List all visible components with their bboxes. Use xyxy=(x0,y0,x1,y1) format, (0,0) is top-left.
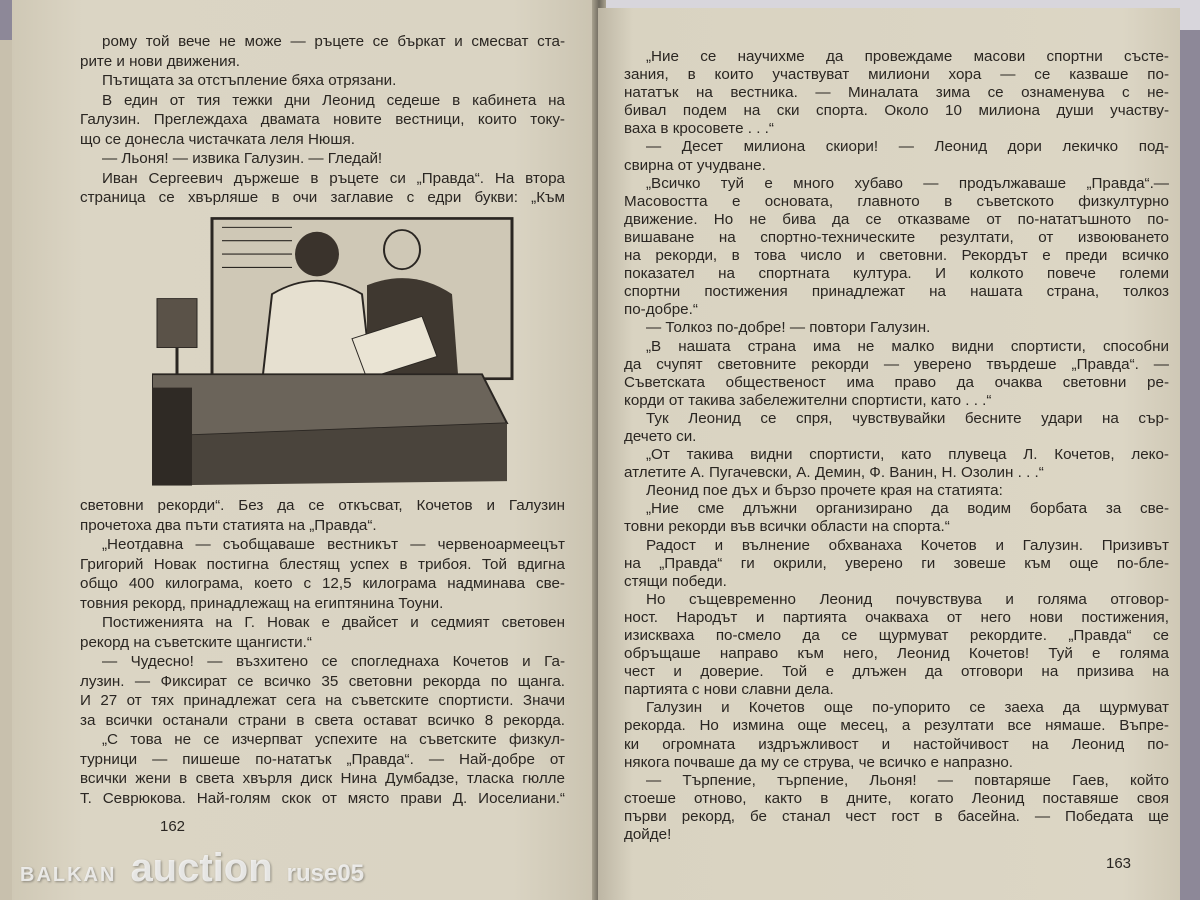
text-line: атлетите А. Пугачевски, А. Демин, Ф. Ванин, Н. Озолин . . .“ xyxy=(624,464,1044,482)
text-line: на „Правда“ ги окрили, уверено ги зовеше към още по-бле- xyxy=(624,554,1169,572)
text-line: зания, в които участвуват милиони хора — се казваше по- xyxy=(624,66,1169,84)
text-line: — Чудесно! — възхитено се спогледнаха Кочетов и Га- xyxy=(102,653,565,670)
text-line: движение. Но не бива да се отказваме от по-нататъшното по- xyxy=(624,210,1169,228)
text-line: партията с нови славни дела. xyxy=(624,681,834,699)
text-line: Галузин. Преглеждаха двамата новите вестници, които току- xyxy=(80,111,565,128)
illustration xyxy=(152,214,517,490)
text-line: нататък на вестника. — Миналата зима се ознаменува с не- xyxy=(624,84,1169,102)
text-line: чест и доверие. Той е длъжен да отговори на призива на xyxy=(624,663,1169,681)
text-line: стящи победи. xyxy=(624,572,727,590)
left-page xyxy=(12,0,602,900)
left-text-bottom xyxy=(80,496,565,808)
text-line: рому той вече не може — ръцете се бъркат и смесват ста- xyxy=(102,33,565,50)
text-line: „Всичко туй е много хубаво — продължаваше „Правда“.— xyxy=(646,174,1169,192)
text-line: рекорд на съветските щангисти.“ xyxy=(80,633,312,651)
text-line: И 27 от тях принадлежат сега на съветските спортисти. Значи xyxy=(80,692,565,709)
text-line: — Толкоз по-добре! — повтори Галузин. xyxy=(646,319,931,337)
right-page xyxy=(598,8,1180,900)
text-line: ваха в кросовете . . .“ xyxy=(624,120,774,138)
text-line: всички жени в света хвърля диск Нина Думбадзе, тласка гюлле xyxy=(80,770,565,787)
text-line: лузин. — Фиксират се всичко 35 световни рекорда по щанга. xyxy=(80,672,565,690)
text-line: вишаване на спортно-техническите резултати, от извоюването xyxy=(624,228,1169,246)
text-line: — Десет милиона скиори! — Леонид дори лекичко под- xyxy=(646,138,1169,156)
text-line: Масовостта е основата, главното в съветското физкултурно xyxy=(624,192,1169,210)
text-line: рекорда. Но измина още месец, а резултати все нямаше. Въпре- xyxy=(624,717,1169,735)
text-line: корди от такива забележителни спортисти, като . . .“ xyxy=(624,391,992,409)
left-text-top xyxy=(80,32,565,208)
page-number: 162 xyxy=(160,818,186,835)
text-line: да счупят световните рекорди — уверено твърдеше „Правда“. — xyxy=(624,355,1169,373)
text-line: — Льоня! — извика Галузин. — Гледай! xyxy=(102,150,383,167)
text-line: свирна от учудване. xyxy=(624,156,766,174)
text-line: ки огромната издръжливост и настойчивост на Леонид по- xyxy=(624,735,1169,753)
text-line: „Ние се научихме да провеждаме масови спортни състе- xyxy=(646,48,1169,65)
text-line: Галузин и Кочетов още по-упорито се заеха да щурмуват xyxy=(646,699,1169,717)
text-line: първи рекорд, бе станал чест гост в басейна. — Победата ще xyxy=(624,807,1169,825)
watermark-line2: auction xyxy=(130,846,273,890)
text-line: обръщаше направо към него, Леонид Кочетов! Туй е голяма xyxy=(624,645,1169,663)
text-line: показател на спортната култура. И колкото повече големи xyxy=(624,265,1169,283)
text-line: страница се хвърляше в очи заглавие с едри букви: „Към xyxy=(80,189,565,206)
text-line: „Неотдавна — съобщаваше вестникът — червеноармеецът xyxy=(102,536,565,553)
text-line: Леонид пое дъх и бързо прочете края на статията: xyxy=(646,482,1003,500)
text-line: Григорий Новак постигна блестящ успех в трибоя. Той вдигна xyxy=(80,555,565,573)
text-line: по-добре.“ xyxy=(624,301,698,319)
text-line: световни рекорди“. Без да се откъсват, Кочетов и Галузин xyxy=(80,497,565,514)
text-line: на рекорди, в това число и световни. Рекордът е преди всичко xyxy=(624,247,1169,265)
text-line: „В нашата страна има не малко видни спортисти, способни xyxy=(646,337,1169,355)
text-line: — Търпение, търпение, Льоня! — повтаряше Гаев, който xyxy=(646,771,1169,789)
text-line: дечето си. xyxy=(624,427,697,445)
text-line: общо 400 килограма, което с 12,5 килограма надминава све- xyxy=(80,575,565,592)
text-line: „Ние сме длъжни организирано да водим борбата за све- xyxy=(646,500,1169,518)
text-line: Тук Леонид се спря, чувствувайки бесните удари на сър- xyxy=(646,409,1169,427)
text-line: спортни постижения принадлежат на нашата страна, толкоз xyxy=(624,283,1169,301)
text-line: товния рекорд, принадлежащ на египтянина Тоуни. xyxy=(80,594,444,612)
text-line: Пътищата за отстъпление бяха отрязани. xyxy=(102,72,397,89)
text-line: „С това не се изчерпват успехите на съветските физкул- xyxy=(102,731,565,748)
text-line: дойде! xyxy=(624,826,672,844)
text-line: изискваха по-смело да се щурмуват рекордите. „Правда“ се xyxy=(624,627,1169,644)
text-line: някога почваше да му се струва, че всичко е напразно. xyxy=(624,753,1014,771)
text-line: „От такива видни спортисти, като плувеца Л. Кочетов, леко- xyxy=(646,446,1169,464)
watermark-line1: BALKAN xyxy=(20,864,117,886)
text-line: за всички останали страни в света остават всичко 8 рекорда. xyxy=(80,711,565,729)
text-line: що се донесла чистачката леля Нюшя. xyxy=(80,130,355,148)
text-line: товни рекорди във всички области на спорта.“ xyxy=(624,518,950,536)
text-line: Иван Сергеевич държеше в ръцете си „Правда“. На втора xyxy=(102,169,565,187)
text-line: Постиженията на Г. Новак е двайсет и седмият световен xyxy=(102,614,565,631)
text-line: Радост и вълнение обхванаха Кочетов и Галузин. Призивът xyxy=(646,536,1169,554)
text-line: рите и нови движения. xyxy=(80,52,241,70)
text-line: Т. Севрюкова. Най-голям скок от място прави Д. Иоселиани.“ xyxy=(80,789,565,807)
text-line: прочетоха два пъти статията на „Правда“. xyxy=(80,516,377,534)
text-line: стоеше отново, както в дните, когато Леонид поставяше своя xyxy=(624,789,1169,807)
watermark-line3: ruse05 xyxy=(286,860,365,887)
text-line: Съветската общественост има право да очаква световни ре- xyxy=(624,373,1169,391)
text-line: ност. Народът и партията очакваха от него нови постижения, xyxy=(624,608,1169,626)
text-line: турници — пишеше по-нататък „Правда“. — Най-добре от xyxy=(80,750,565,768)
text-line: Но същевременно Леонид почувствува и голяма отговор- xyxy=(646,590,1169,608)
text-line: В един от тия тежки дни Леонид седеше в кабинета на xyxy=(102,91,565,109)
text-line: бивал подем на ски спорта. Около 10 милиона души участву- xyxy=(624,102,1169,120)
right-text xyxy=(624,48,1169,844)
page-number: 163 xyxy=(1106,855,1132,872)
